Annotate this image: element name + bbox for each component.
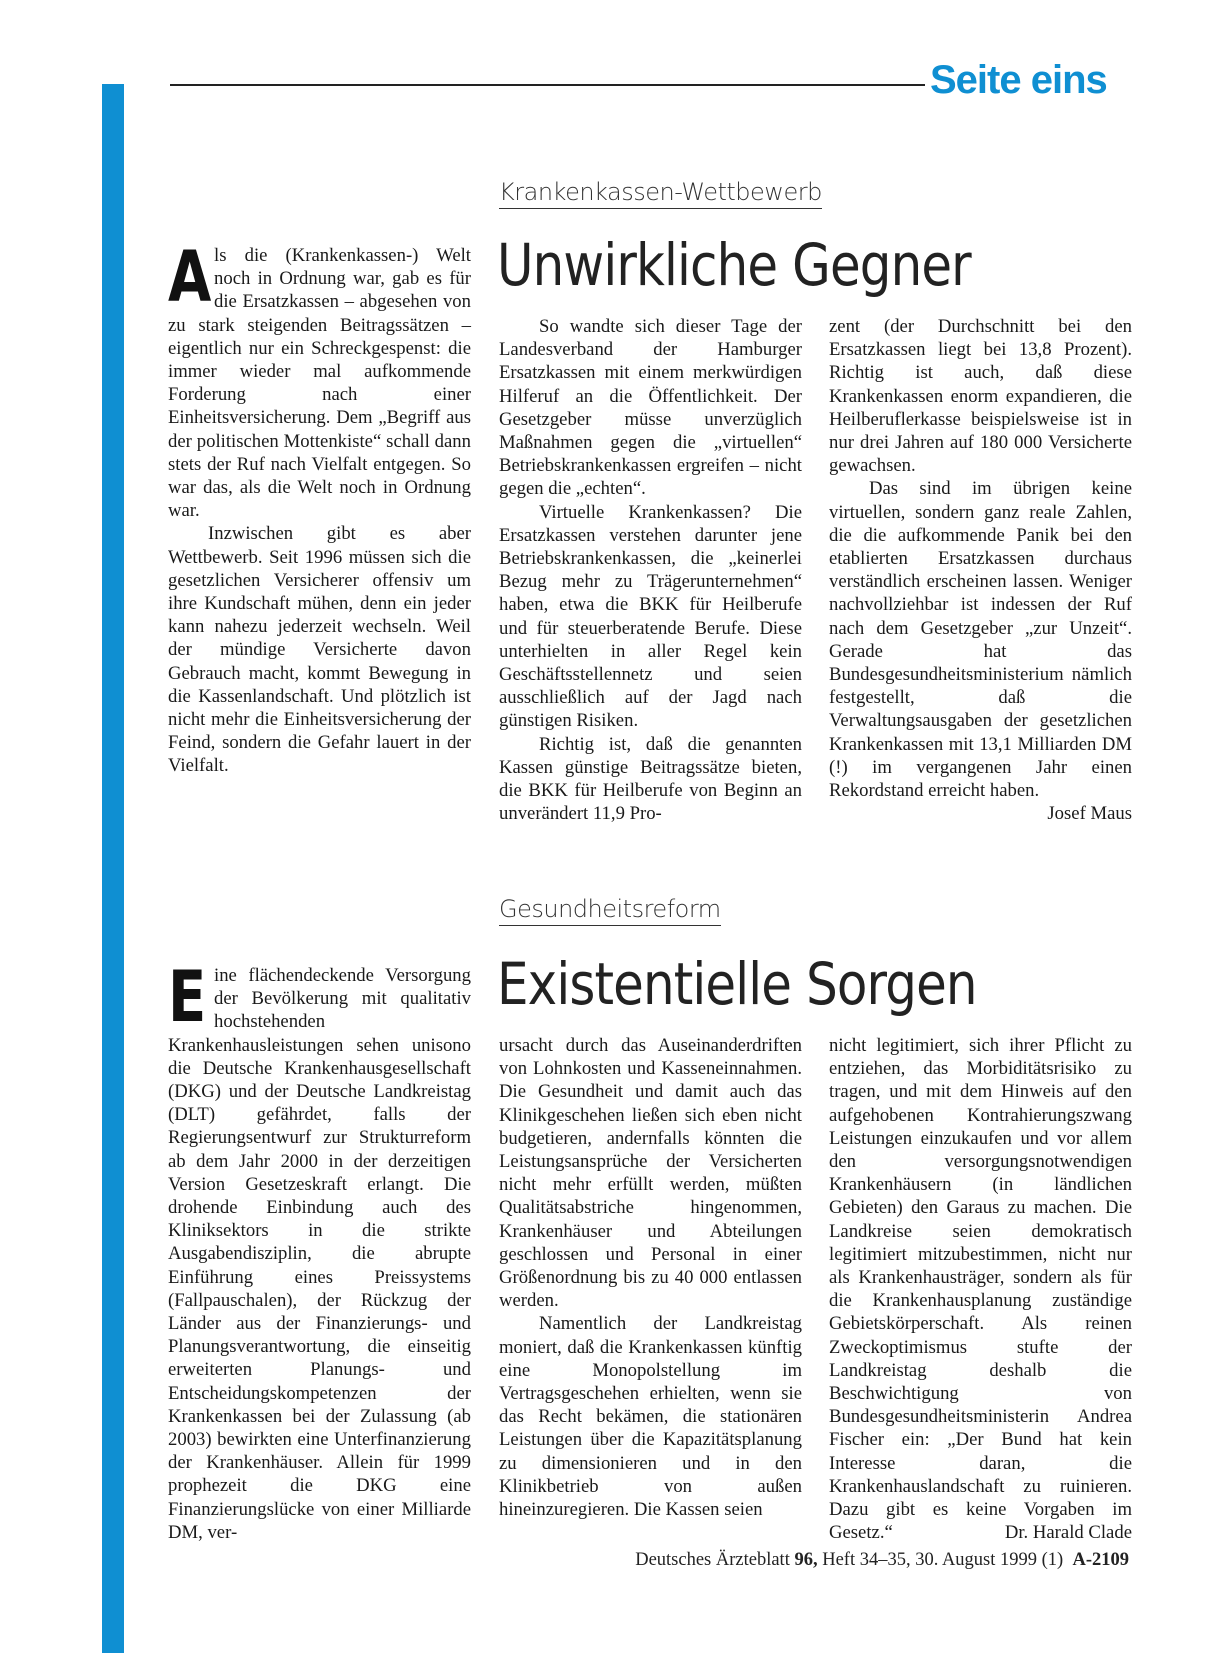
article2-column3 <box>829 1034 1132 1544</box>
article1-col3-para2: Das sind im übrigen keine virtuellen, sondern ganz reale Zahlen, die die aufkommende Panik bei den etablierten Ersatzkassen durchaus verständlich erscheinen lassen. Weniger nachvollziehbar ist indessen der Ruf nach dem Gesetzgeber „zur Unzeit“. Gerade hat das Bundesgesundheitsministerium nämlich festgestellt, daß die Verwaltungsausgaben der gesetzlichen Krankenkassen mit 13,1 Milliarden DM (!) im vergangenen Jahr einen Rekordstand erreicht haben. Josef Maus <box>829 478 1132 825</box>
article1-dropcap: A <box>168 236 212 318</box>
article1-column2 <box>499 315 802 825</box>
article1-author: Josef Maus <box>1047 803 1132 825</box>
header-rule <box>170 84 925 86</box>
page-footer <box>635 1550 1129 1571</box>
article2-col2-para1: ursacht durch das Auseinanderdriften von Lohnkosten und Kasseneinnahmen. Die Gesundheit und damit auch das Klinikgeschehen ließen sich eben nicht budgetieren, andernfalls könnten die Leistungsansprüche der Versicherten nicht mehr erfüllt werden, müßten Qualitätsabstriche hingenommen, Krankenhäuser und Abteilungen geschlossen und Personal in einer Größenordnung bis zu 40 000 entlassen werden. <box>499 1035 802 1312</box>
article2-col3-para1: nicht legitimiert, sich ihrer Pflicht zu entziehen, das Morbiditätsrisiko zu tragen, und mit dem Hinweis auf den aufgehobenen Kontrahierungszwang Leistungen einzukaufen und vor allem den versorgungsnotwendigen Krankenhäusern (in ländlichen Gebieten) den Garaus zu machen. Die Landkreise seien demokratisch legitimiert mitzubestimmen, nicht nur als Krankenhausträger, sondern als für die Krankenhausplanung zuständige Gebietskörperschaft. Als reinen Zweckoptimismus stufte der Landkreistag deshalb die Beschwichtigung von Bundesgesundheitsministerin Andrea Fischer ein: „Der Bund hat kein Interesse daran, die Krankenhauslandschaft zu ruinieren. Dazu gibt es keine Vorgaben im Gesetz.“ Dr. Harald Clade <box>829 1035 1132 1544</box>
article1-col2-para1: So wandte sich dieser Tage der Landesverband der Hamburger Ersatzkassen mit einem merkwürdigen Hilferuf an die Öffentlichkeit. Der Gesetzgeber müsse unverzüglich Maßnahmen gegen die „virtuellen“ Betriebskrankenkassen ergreifen – nicht gegen die „echten“. <box>499 316 802 500</box>
article1-col3-para1: zent (der Durchschnitt bei den Ersatzkassen liegt bei 13,8 Prozent). Richtig ist auch, daß diese Krankenkassen enorm expandieren, die Heilberuflerkasse beispielsweise ist in nur drei Jahren auf 180 000 Versicherte gewachsen. <box>829 316 1132 477</box>
article1-col2-para2: Virtuelle Krankenkassen? Die Ersatzkassen verstehen darunter jene Betriebskrankenkassen, die „keinerlei Bezug mehr zu Trägerunternehmen“ haben, etwa die BKK für Heilberufe und für steuerberatende Berufe. Diese unterhielten in aller Regel kein Geschäftsstellennetz und seien ausschließlich auf der Jagd nach günstigen Risiken. <box>499 501 802 732</box>
footer-journal: Deutsches Ärzteblatt <box>635 1550 790 1570</box>
footer-volume: 96, <box>794 1550 818 1570</box>
article2-column1 <box>168 956 471 1544</box>
article1-col2-para3: Richtig ist, daß die genannten Kassen günstige Beitragssätze bieten, die BKK für Heilberufe von Beginn an unverändert 11,9 Pro- <box>499 733 802 825</box>
article2-kicker: Gesundheitsreform <box>499 895 721 926</box>
footer-issue: Heft 34–35, 30. August 1999 (1) <box>822 1550 1064 1570</box>
footer-page-number: A-2109 <box>1072 1550 1129 1570</box>
article2-col1-para1: Eine flächendeckende Versorgung der Bevölkerung mit qualitativ hochstehenden Krankenhausleistungen sehen unisono die Deutsche Krankenhausgesellschaft (DKG) und der Deutsche Landkreistag (DLT) gefährdet, falls der Regierungsentwurf zur Strukturreform ab dem Jahr 2000 in der derzeitigen Version Gesetzeskraft erlangt. Die drohende Einbindung auch des Kliniksektors in die strikte Ausgabendisziplin, die abrupte Einführung eines Preissystems (Fallpauschalen), der Rückzug der Länder aus der Finanzierungs- und Planungsverantwortung, die einseitig erweiterten Planungs- und Entscheidungskompetenzen der Krankenkassen bei der Zulassung (ab 2003) bewirkten eine Unterfinanzierung der Krankenhäuser. Allein für 1999 prophezeit die DKG eine Finanzierungslücke von einer Milliarde DM, ver- <box>168 956 471 1543</box>
article1-column3 <box>829 315 1132 825</box>
blue-sidebar-bar <box>102 84 124 1653</box>
section-title: Seite eins <box>930 58 1107 102</box>
article1-col1-para1: Als die (Krankenkassen-) Welt noch in Ordnung war, gab es für die Ersatzkassen – abgesehen von zu stark steigenden Beitragssätzen – eigentlich nur ein Schreckgespenst: die immer wieder mal aufkommende Forderung nach einer Einheitsversicherung. Dem „Begriff aus der politischen Mottenkiste“ schall dann stets der Ruf nach Vielfalt entgegen. So war das, als die Welt noch in Ordnung war. <box>168 236 471 522</box>
article2-author: Dr. Harald Clade <box>1004 1522 1132 1544</box>
article1-kicker: Krankenkassen-Wettbewerb <box>499 178 822 209</box>
article1-headline: Unwirkliche Gegner <box>497 231 971 299</box>
article2-column2 <box>499 1034 802 1521</box>
article2-col2-para2: Namentlich der Landkreistag moniert, daß die Krankenkassen künftig eine Monopolstellung im Vertragsgeschehen erhielten, wenn sie das Recht bekämen, die stationären Leistungen über die Kapazitätsplanung zu dimensionieren und in den Klinikbetrieb von außen hineinzuregieren. Die Kassen seien <box>499 1313 802 1521</box>
article2-headline: Existentielle Sorgen <box>497 950 977 1018</box>
article1-column1 <box>168 236 471 778</box>
article1-col1-para2: Inzwischen gibt es aber Wettbewerb. Seit 1996 müssen sich die gesetzlichen Versicherer offensiv um ihre Kundschaft mühen, denn ein jeder kann nahezu jederzeit wechseln. Weil der mündige Versicherte davon Gebrauch macht, kommt Bewegung in die Kassenlandschaft. Und plötzlich ist nicht mehr die Einheitsversicherung der Feind, sondern die Gefahr lauert in der Vielfalt. <box>168 523 471 777</box>
article2-dropcap: E <box>168 956 207 1038</box>
